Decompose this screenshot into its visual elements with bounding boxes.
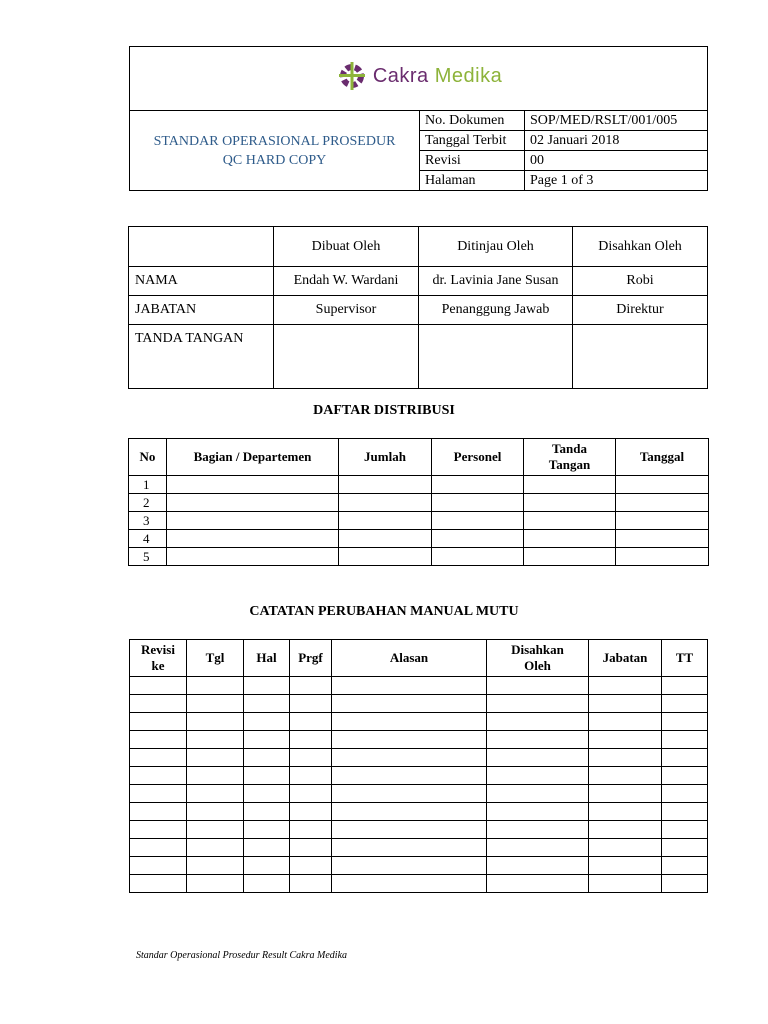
change-log-cell-disahkan-oleh[interactable] [487, 713, 589, 731]
change-log-cell-hal[interactable] [244, 875, 290, 893]
table-row [129, 494, 709, 512]
approval-jabatan-disahkan: Direktur [573, 296, 708, 325]
distribution-table [128, 438, 709, 566]
approval-corner-cell [129, 227, 274, 267]
distribution-cell-tanggal[interactable] [616, 548, 709, 566]
change-log-cell-prgf[interactable] [290, 839, 332, 857]
table-row [130, 749, 708, 767]
change-log-cell-disahkan-oleh[interactable] [487, 875, 589, 893]
distribution-header-jumlah: Jumlah [339, 439, 432, 476]
table-row [129, 530, 709, 548]
change-log-cell-jabatan[interactable] [589, 857, 662, 875]
distribution-header-tanggal: Tanggal [616, 439, 709, 476]
change-log-cell-revisi-ke[interactable] [130, 839, 187, 857]
approval-label-jabatan: JABATAN [129, 296, 274, 325]
change-log-cell-tgl[interactable] [187, 803, 244, 821]
distribution-cell-tanggal[interactable] [616, 530, 709, 548]
distribution-row-number: 3 [129, 512, 167, 530]
distribution-cell-bagian-departemen[interactable] [167, 530, 339, 548]
approval-label-tanda-tangan: TANDA TANGAN [129, 325, 274, 389]
change-log-cell-tt[interactable] [662, 821, 708, 839]
distribution-header-personel: Personel [432, 439, 524, 476]
change-log-cell-disahkan-oleh[interactable] [487, 677, 589, 695]
change-log-cell-tgl[interactable] [187, 839, 244, 857]
change-log-cell-prgf[interactable] [290, 677, 332, 695]
change-log-header-tt: TT [662, 640, 708, 677]
change-log-cell-tgl[interactable] [187, 695, 244, 713]
distribution-cell-tanggal[interactable] [616, 476, 709, 494]
distribution-cell-tanda-tangan[interactable] [524, 548, 616, 566]
change-log-cell-hal[interactable] [244, 785, 290, 803]
distribution-header-no: No [129, 439, 167, 476]
distribution-cell-bagian-departemen[interactable] [167, 476, 339, 494]
change-log-cell-jabatan[interactable] [589, 767, 662, 785]
change-log-cell-hal[interactable] [244, 803, 290, 821]
change-log-cell-tt[interactable] [662, 695, 708, 713]
distribution-cell-tanggal[interactable] [616, 494, 709, 512]
distribution-cell-jumlah[interactable] [339, 548, 432, 566]
approval-label-nama: NAMA [129, 267, 274, 296]
change-log-cell-tgl[interactable] [187, 677, 244, 695]
change-log-cell-jabatan[interactable] [589, 803, 662, 821]
change-log-cell-hal[interactable] [244, 695, 290, 713]
distribution-cell-personel[interactable] [432, 530, 524, 548]
approval-jabatan-ditinjau: Penanggung Jawab [419, 296, 573, 325]
change-log-header-alasan: Alasan [332, 640, 487, 677]
distribution-header-tanda-tangan: Tanda Tangan [524, 439, 616, 476]
change-log-cell-alasan[interactable] [332, 677, 487, 695]
change-log-cell-tgl[interactable] [187, 875, 244, 893]
change-log-cell-revisi-ke[interactable] [130, 803, 187, 821]
table-row [130, 785, 708, 803]
change-log-cell-revisi-ke[interactable] [130, 821, 187, 839]
title-line-1: STANDAR OPERASIONAL PROSEDUR [153, 133, 396, 149]
change-log-cell-alasan[interactable] [332, 731, 487, 749]
change-log-cell-tgl[interactable] [187, 785, 244, 803]
change-log-cell-revisi-ke[interactable] [130, 713, 187, 731]
change-log-table [129, 639, 708, 893]
change-log-cell-alasan[interactable] [332, 821, 487, 839]
change-log-cell-disahkan-oleh[interactable] [487, 803, 589, 821]
document-title [130, 111, 420, 191]
table-row [130, 839, 708, 857]
meta-value-no-dokumen: SOP/MED/RSLT/001/005 [525, 111, 708, 131]
table-row [130, 821, 708, 839]
approval-header-disahkan: Disahkan Oleh [573, 227, 708, 267]
distribution-cell-personel[interactable] [432, 548, 524, 566]
change-log-cell-revisi-ke[interactable] [130, 767, 187, 785]
change-log-cell-prgf[interactable] [290, 713, 332, 731]
change-log-header-hal: Hal [244, 640, 290, 677]
distribution-cell-bagian-departemen[interactable] [167, 494, 339, 512]
change-log-cell-disahkan-oleh[interactable] [487, 785, 589, 803]
change-log-cell-alasan[interactable] [332, 785, 487, 803]
change-log-cell-tgl[interactable] [187, 821, 244, 839]
change-log-cell-hal[interactable] [244, 731, 290, 749]
distribution-cell-tanda-tangan[interactable] [524, 512, 616, 530]
change-log-cell-disahkan-oleh[interactable] [487, 695, 589, 713]
logo-mark-icon [335, 59, 369, 93]
change-log-cell-disahkan-oleh[interactable] [487, 731, 589, 749]
change-log-cell-alasan[interactable] [332, 857, 487, 875]
table-row [130, 677, 708, 695]
table-row [130, 803, 708, 821]
change-log-cell-prgf[interactable] [290, 749, 332, 767]
change-log-cell-disahkan-oleh[interactable] [487, 821, 589, 839]
distribution-cell-jumlah[interactable] [339, 512, 432, 530]
signature-field-ditinjau[interactable] [419, 325, 573, 389]
distribution-cell-personel[interactable] [432, 476, 524, 494]
change-log-header-prgf: Prgf [290, 640, 332, 677]
change-log-body [130, 677, 708, 893]
distribution-cell-tanda-tangan[interactable] [524, 494, 616, 512]
change-log-cell-tt[interactable] [662, 857, 708, 875]
approval-table [128, 226, 708, 389]
change-log-cell-tgl[interactable] [187, 749, 244, 767]
distribution-header-row [129, 439, 709, 476]
table-row [130, 857, 708, 875]
change-log-cell-revisi-ke[interactable] [130, 695, 187, 713]
change-log-cell-hal[interactable] [244, 767, 290, 785]
change-log-cell-alasan[interactable] [332, 767, 487, 785]
change-log-cell-tt[interactable] [662, 731, 708, 749]
change-log-cell-disahkan-oleh[interactable] [487, 749, 589, 767]
change-log-cell-jabatan[interactable] [589, 749, 662, 767]
change-log-cell-disahkan-oleh[interactable] [487, 767, 589, 785]
company-logo [335, 59, 502, 93]
change-log-cell-tgl[interactable] [187, 731, 244, 749]
change-log-cell-prgf[interactable] [290, 731, 332, 749]
change-log-cell-jabatan[interactable] [589, 713, 662, 731]
change-log-cell-jabatan[interactable] [589, 821, 662, 839]
change-log-cell-prgf[interactable] [290, 695, 332, 713]
change-log-cell-jabatan[interactable] [589, 695, 662, 713]
distribution-cell-jumlah[interactable] [339, 530, 432, 548]
change-log-cell-hal[interactable] [244, 821, 290, 839]
change-log-cell-jabatan[interactable] [589, 875, 662, 893]
logo-cell [130, 47, 708, 111]
change-log-cell-prgf[interactable] [290, 821, 332, 839]
change-log-cell-revisi-ke[interactable] [130, 677, 187, 695]
change-log-cell-prgf[interactable] [290, 785, 332, 803]
change-log-cell-alasan[interactable] [332, 695, 487, 713]
change-log-cell-jabatan[interactable] [589, 839, 662, 857]
meta-label-halaman: Halaman [420, 171, 525, 191]
approval-header-ditinjau: Ditinjau Oleh [419, 227, 573, 267]
table-row [130, 713, 708, 731]
meta-label-revisi: Revisi [420, 151, 525, 171]
distribution-cell-jumlah[interactable] [339, 494, 432, 512]
distribution-row-number: 4 [129, 530, 167, 548]
distribution-cell-personel[interactable] [432, 494, 524, 512]
change-log-header-tgl: Tgl [187, 640, 244, 677]
approval-nama-dibuat: Endah W. Wardani [274, 267, 419, 296]
meta-label-tanggal-terbit: Tanggal Terbit [420, 131, 525, 151]
change-log-cell-tgl[interactable] [187, 767, 244, 785]
change-log-cell-revisi-ke[interactable] [130, 731, 187, 749]
meta-value-revisi: 00 [525, 151, 708, 171]
signature-field-dibuat[interactable] [274, 325, 419, 389]
distribution-row-number: 2 [129, 494, 167, 512]
distribution-cell-bagian-departemen[interactable] [167, 548, 339, 566]
signature-field-disahkan[interactable] [573, 325, 708, 389]
change-log-cell-revisi-ke[interactable] [130, 785, 187, 803]
document-header [129, 46, 708, 191]
meta-value-halaman: Page 1 of 3 [525, 171, 708, 191]
distribution-cell-tanda-tangan[interactable] [524, 530, 616, 548]
change-log-cell-tt[interactable] [662, 839, 708, 857]
change-log-cell-alasan[interactable] [332, 713, 487, 731]
change-log-cell-tt[interactable] [662, 713, 708, 731]
distribution-cell-tanggal[interactable] [616, 512, 709, 530]
change-log-cell-prgf[interactable] [290, 875, 332, 893]
change-log-cell-hal[interactable] [244, 749, 290, 767]
table-row [130, 767, 708, 785]
title-line-2: QC HARD COPY [222, 152, 327, 168]
distribution-row-number: 5 [129, 548, 167, 566]
change-log-cell-tt[interactable] [662, 803, 708, 821]
distribution-cell-personel[interactable] [432, 512, 524, 530]
change-log-cell-hal[interactable] [244, 839, 290, 857]
table-row [129, 512, 709, 530]
change-log-cell-tt[interactable] [662, 677, 708, 695]
change-log-cell-alasan[interactable] [332, 803, 487, 821]
change-log-cell-disahkan-oleh[interactable] [487, 839, 589, 857]
change-log-cell-tt[interactable] [662, 749, 708, 767]
change-log-cell-tt[interactable] [662, 785, 708, 803]
change-log-header-jabatan: Jabatan [589, 640, 662, 677]
distribution-header-bagian-departemen: Bagian / Departemen [167, 439, 339, 476]
distribution-cell-bagian-departemen[interactable] [167, 512, 339, 530]
meta-value-tanggal-terbit: 02 Januari 2018 [525, 131, 708, 151]
change-log-header-revisi-ke: Revisi ke [130, 640, 187, 677]
change-log-cell-tt[interactable] [662, 875, 708, 893]
change-log-cell-tgl[interactable] [187, 713, 244, 731]
change-log-cell-revisi-ke[interactable] [130, 875, 187, 893]
table-row [130, 875, 708, 893]
change-log-header-disahkan-oleh: Disahkan Oleh [487, 640, 589, 677]
change-log-cell-jabatan[interactable] [589, 785, 662, 803]
table-row [130, 731, 708, 749]
change-log-cell-tt[interactable] [662, 767, 708, 785]
distribution-cell-tanda-tangan[interactable] [524, 476, 616, 494]
change-log-cell-prgf[interactable] [290, 803, 332, 821]
distribution-body [129, 476, 709, 566]
meta-label-no-dokumen: No. Dokumen [420, 111, 525, 131]
changes-title: CATATAN PERUBAHAN MANUAL MUTU [249, 604, 519, 619]
approval-jabatan-dibuat: Supervisor [274, 296, 419, 325]
change-log-cell-revisi-ke[interactable] [130, 749, 187, 767]
approval-nama-ditinjau: dr. Lavinia Jane Susan [419, 267, 573, 296]
distribution-row-number: 1 [129, 476, 167, 494]
change-log-cell-hal[interactable] [244, 713, 290, 731]
logo-word-medika: Medika [434, 64, 503, 87]
table-row [130, 695, 708, 713]
table-row [129, 476, 709, 494]
change-log-cell-prgf[interactable] [290, 857, 332, 875]
change-log-cell-disahkan-oleh[interactable] [487, 857, 589, 875]
change-log-cell-revisi-ke[interactable] [130, 857, 187, 875]
table-row [129, 548, 709, 566]
page-footer: Standar Operasional Prosedur Result Cakra Medika [136, 950, 348, 961]
change-log-cell-alasan[interactable] [332, 839, 487, 857]
distribution-title: DAFTAR DISTRIBUSI [313, 403, 455, 418]
change-log-header-row [130, 640, 708, 677]
change-log-cell-jabatan[interactable] [589, 677, 662, 695]
change-log-cell-alasan[interactable] [332, 749, 487, 767]
approval-header-dibuat: Dibuat Oleh [274, 227, 419, 267]
change-log-cell-hal[interactable] [244, 857, 290, 875]
change-log-cell-alasan[interactable] [332, 875, 487, 893]
change-log-cell-hal[interactable] [244, 677, 290, 695]
change-log-cell-prgf[interactable] [290, 767, 332, 785]
logo-word-cakra: Cakra [372, 64, 429, 87]
distribution-cell-jumlah[interactable] [339, 476, 432, 494]
change-log-cell-jabatan[interactable] [589, 731, 662, 749]
change-log-cell-tgl[interactable] [187, 857, 244, 875]
approval-nama-disahkan: Robi [573, 267, 708, 296]
